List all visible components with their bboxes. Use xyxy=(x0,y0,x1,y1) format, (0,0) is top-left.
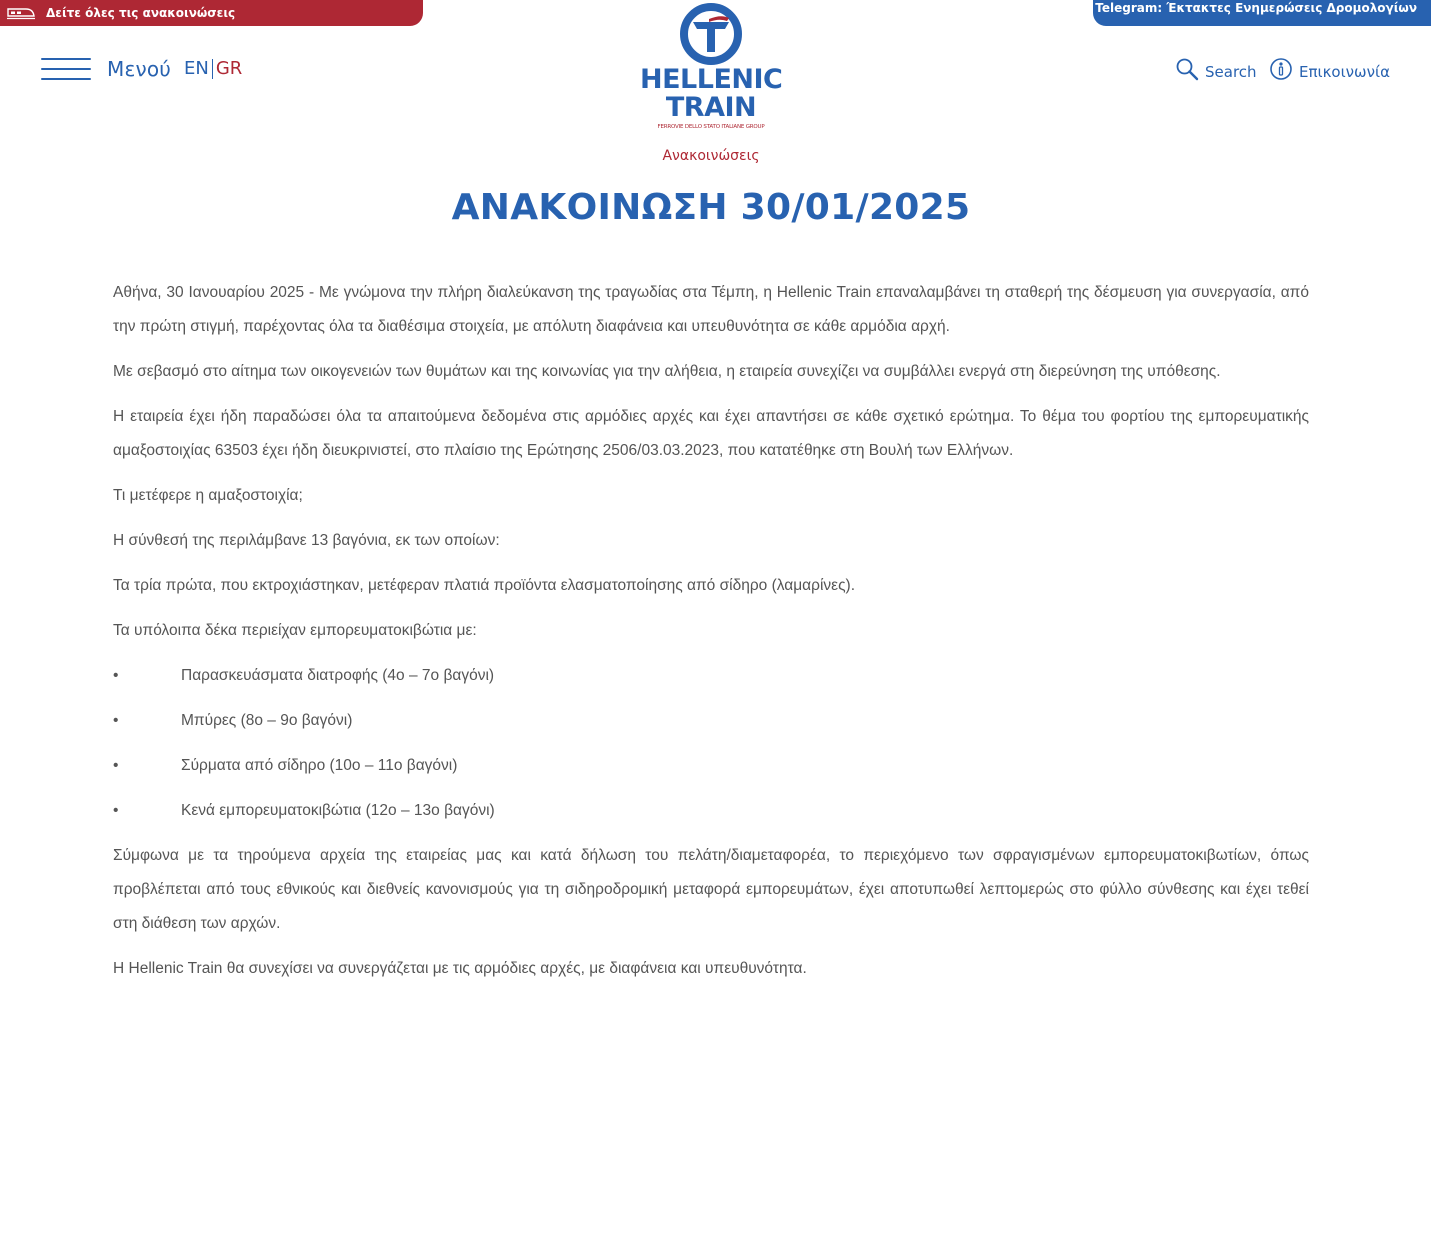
paragraph: Τα υπόλοιπα δέκα περιείχαν εμπορευματοκιβώτια με: xyxy=(113,622,477,639)
hamburger-icon xyxy=(41,58,91,80)
list-item-text: Σύρματα από σίδηρο (10ο – 11ο βαγόνι) xyxy=(181,757,458,774)
language-switcher xyxy=(184,58,242,79)
list-item-text: Μπύρες (8ο – 9ο βαγόνι) xyxy=(181,712,353,729)
logo-mark-icon xyxy=(679,2,743,66)
logo-group-text: FERROVIE DELLO STATO ITALIANE GROUP xyxy=(657,124,765,130)
list-item xyxy=(113,794,1309,828)
paragraph: Με σεβασμό στο αίτημα των οικογενειών των θυμάτων και της κοινωνίας για την αλήθεια, η εταιρεία συνεχίζει να συμβάλλει ενεργά στη διερεύνηση της υπόθεσης. xyxy=(113,363,1221,380)
logo-line1: HELLENIC xyxy=(640,64,783,95)
lang-divider xyxy=(212,59,213,79)
list-item-text: Παρασκευάσματα διατροφής (4ο – 7ο βαγόνι) xyxy=(181,667,495,684)
menu-label: Μενού xyxy=(107,57,172,81)
paragraph: Τα τρία πρώτα, που εκτροχιάστηκαν, μετέφεραν πλατιά προϊόντα ελασματοποίησης από σίδηρο (λαμαρίνες). xyxy=(113,577,856,594)
search-label: Search xyxy=(1205,62,1257,81)
paragraph: Αθήνα, 30 Ιανουαρίου 2025 - Με γνώμονα την πλήρη διαλεύκανση της τραγωδίας στα Τέμπη, η Hellenic Train επαναλαμβάνει τη σταθερή της δέσμευση για συνεργασία, από την πρώτη στιγμή, παρέχοντας όλα τα διαθέσιμα στοιχεία, με απόλυτη διαφάνεια και υπευθυνότητα σε κάθε αρμόδια αρχή. xyxy=(113,284,1309,335)
breadcrumb[interactable]: Ανακοινώσεις xyxy=(662,148,760,164)
list-item xyxy=(113,704,1309,738)
article-body xyxy=(113,276,1309,997)
paragraph: Η σύνθεσή της περιλάμβανε 13 βαγόνια, εκ των οποίων: xyxy=(113,532,500,549)
telegram-link[interactable]: Telegram: Έκτακτες Ενημερώσεις Δρομολογίων xyxy=(1095,1,1417,15)
contact-link[interactable] xyxy=(1269,57,1390,86)
train-icon xyxy=(6,5,36,21)
bullet: • xyxy=(113,667,119,684)
list-item xyxy=(113,659,1309,693)
info-icon xyxy=(1269,57,1293,86)
all-announcements-link[interactable]: Δείτε όλες τις ανακοινώσεις xyxy=(46,6,236,20)
paragraph: Σύμφωνα με τα τηρούμενα αρχεία της εταιρείας μας και κατά δήλωση του πελάτη/διαμεταφορέα, το περιεχόμενο των σφραγισμένων εμπορευματοκιβωτίων, όπως προβλέπεται από τους εθνικούς και διεθνείς κανονισμούς για τη σιδηροδρομική μεταφορά εμπορευμάτων, έχει αποτυπωθεί λεπτομερώς στο φύλλο σύνθεσης και έχει τεθεί στη διάθεση των αρχών. xyxy=(113,847,1309,932)
page-title: ΑΝΑΚΟΙΝΩΣΗ 30/01/2025 xyxy=(451,187,971,228)
list-item xyxy=(113,749,1309,783)
paragraph: Η εταιρεία έχει ήδη παραδώσει όλα τα απαιτούμενα δεδομένα στις αρμόδιες αρχές και έχει απαντήσει σε κάθε σχετικό ερώτημα. Το θέμα του φορτίου της εμπορευματικής αμαξοστοιχίας 63503 έχει ήδη διευκρινιστεί, στο πλαίσιο της Ερώτησης 2506/03.03.2023, που κατατέθηκε στη Βουλή των Ελλήνων. xyxy=(113,408,1309,459)
search-icon xyxy=(1175,57,1199,86)
search-button[interactable] xyxy=(1175,57,1257,86)
bullet: • xyxy=(113,802,119,819)
logo-line2: TRAIN xyxy=(665,92,757,123)
bullet: • xyxy=(113,757,119,774)
telegram-banner[interactable] xyxy=(1093,0,1431,26)
all-announcements-banner[interactable] xyxy=(0,0,423,26)
hellenic-train-logo[interactable] xyxy=(640,0,782,136)
paragraph: Η Hellenic Train θα συνεχίσει να συνεργάζεται με τις αρμόδιες αρχές, με διαφάνεια και υπευθυνότητα. xyxy=(113,960,807,977)
paragraph: Τι μετέφερε η αμαξοστοιχία; xyxy=(113,487,303,504)
contact-label: Επικοινωνία xyxy=(1299,62,1390,81)
lang-gr-link[interactable]: GR xyxy=(215,58,243,79)
menu-button[interactable] xyxy=(41,57,171,81)
list-item-text: Κενά εμπορευματοκιβώτια (12ο – 13ο βαγόνι) xyxy=(181,802,495,819)
lang-en-link[interactable]: EN xyxy=(184,58,209,79)
bullet: • xyxy=(113,712,119,729)
